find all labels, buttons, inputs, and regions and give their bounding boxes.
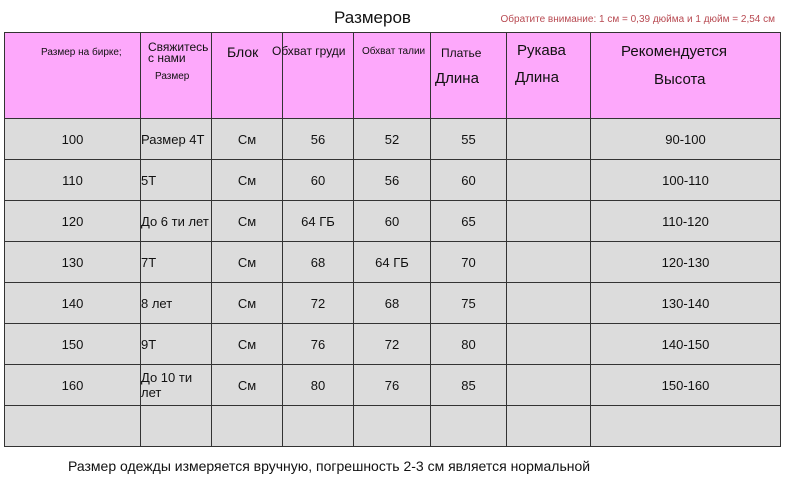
measurement-footnote: Размер одежды измеряется вручную, погрешность 2-3 см является нормальной xyxy=(68,458,591,474)
header-recommended-height: Рекомендуется Высота xyxy=(591,33,781,119)
page-title: Размеров xyxy=(334,8,411,27)
cell-contact-size: 9T xyxy=(141,324,212,365)
cell-tag: 150 xyxy=(5,324,141,365)
cell-dress-length: 80 xyxy=(431,324,507,365)
cell-chest: 64 ГБ xyxy=(283,201,354,242)
header-waist: Обхват талии xyxy=(354,33,431,119)
cell-tag: 120 xyxy=(5,201,141,242)
cell-height: 130-140 xyxy=(591,283,781,324)
cell-block: См xyxy=(212,324,283,365)
cell-sleeve-length xyxy=(507,365,591,406)
unit-note: Обратите внимание: 1 см = 0,39 дюйма и 1 дюйм = 2,54 см xyxy=(500,14,775,25)
table-row xyxy=(5,242,781,283)
header-row xyxy=(5,33,781,119)
cell-contact-size: Размер 4Т xyxy=(141,119,212,160)
cell-tag: 130 xyxy=(5,242,141,283)
cell-waist: 64 ГБ xyxy=(354,242,431,283)
cell-contact-size: До 6 ти лет xyxy=(141,201,212,242)
cell-height: 90-100 xyxy=(591,119,781,160)
cell-chest: 72 xyxy=(283,283,354,324)
cell-dress-length: 65 xyxy=(431,201,507,242)
cell-chest: 80 xyxy=(283,365,354,406)
cell-tag: 160 xyxy=(5,365,141,406)
table-row xyxy=(5,160,781,201)
cell-dress-length: 70 xyxy=(431,242,507,283)
cell-sleeve-length xyxy=(507,324,591,365)
cell-tag: 100 xyxy=(5,119,141,160)
cell-waist: 52 xyxy=(354,119,431,160)
cell-sleeve-length xyxy=(507,201,591,242)
cell-sleeve-length xyxy=(507,119,591,160)
cell-height: 120-130 xyxy=(591,242,781,283)
cell-block: См xyxy=(212,201,283,242)
cell-sleeve-length xyxy=(507,242,591,283)
cell-contact-size: До 10 ти лет xyxy=(141,365,212,406)
table-row xyxy=(5,365,781,406)
cell-height: 110-120 xyxy=(591,201,781,242)
cell-block: См xyxy=(212,365,283,406)
cell-chest: 60 xyxy=(283,160,354,201)
cell-height: 150-160 xyxy=(591,365,781,406)
cell-chest: 76 xyxy=(283,324,354,365)
cell-block: См xyxy=(212,119,283,160)
cell-chest: 68 xyxy=(283,242,354,283)
header-block: Блок xyxy=(212,33,283,119)
table-row xyxy=(5,201,781,242)
table-row xyxy=(5,119,781,160)
cell-tag: 140 xyxy=(5,283,141,324)
cell-dress-length: 75 xyxy=(431,283,507,324)
cell-tag: 110 xyxy=(5,160,141,201)
cell-chest: 56 xyxy=(283,119,354,160)
table-row-empty xyxy=(5,406,781,447)
cell-contact-size: 8 лет xyxy=(141,283,212,324)
header-sleeve-length: Рукава Длина xyxy=(507,33,591,119)
cell-dress-length: 60 xyxy=(431,160,507,201)
cell-block: См xyxy=(212,160,283,201)
cell-block: См xyxy=(212,242,283,283)
header-tag-size: Размер на бирке; xyxy=(5,33,141,119)
cell-contact-size: 5T xyxy=(141,160,212,201)
cell-waist: 60 xyxy=(354,201,431,242)
table-row xyxy=(5,283,781,324)
table-row xyxy=(5,324,781,365)
cell-waist: 56 xyxy=(354,160,431,201)
cell-sleeve-length xyxy=(507,283,591,324)
header-dress-length: Платье Длина xyxy=(431,33,507,119)
cell-height: 140-150 xyxy=(591,324,781,365)
size-table xyxy=(4,32,781,447)
cell-dress-length: 55 xyxy=(431,119,507,160)
cell-waist: 76 xyxy=(354,365,431,406)
header-contact-size: Свяжитесь с нами Размер xyxy=(141,33,212,119)
cell-block: См xyxy=(212,283,283,324)
cell-sleeve-length xyxy=(507,160,591,201)
cell-contact-size: 7T xyxy=(141,242,212,283)
header-chest: Обхват груди xyxy=(283,33,354,119)
cell-dress-length: 85 xyxy=(431,365,507,406)
cell-height: 100-110 xyxy=(591,160,781,201)
cell-waist: 72 xyxy=(354,324,431,365)
cell-waist: 68 xyxy=(354,283,431,324)
